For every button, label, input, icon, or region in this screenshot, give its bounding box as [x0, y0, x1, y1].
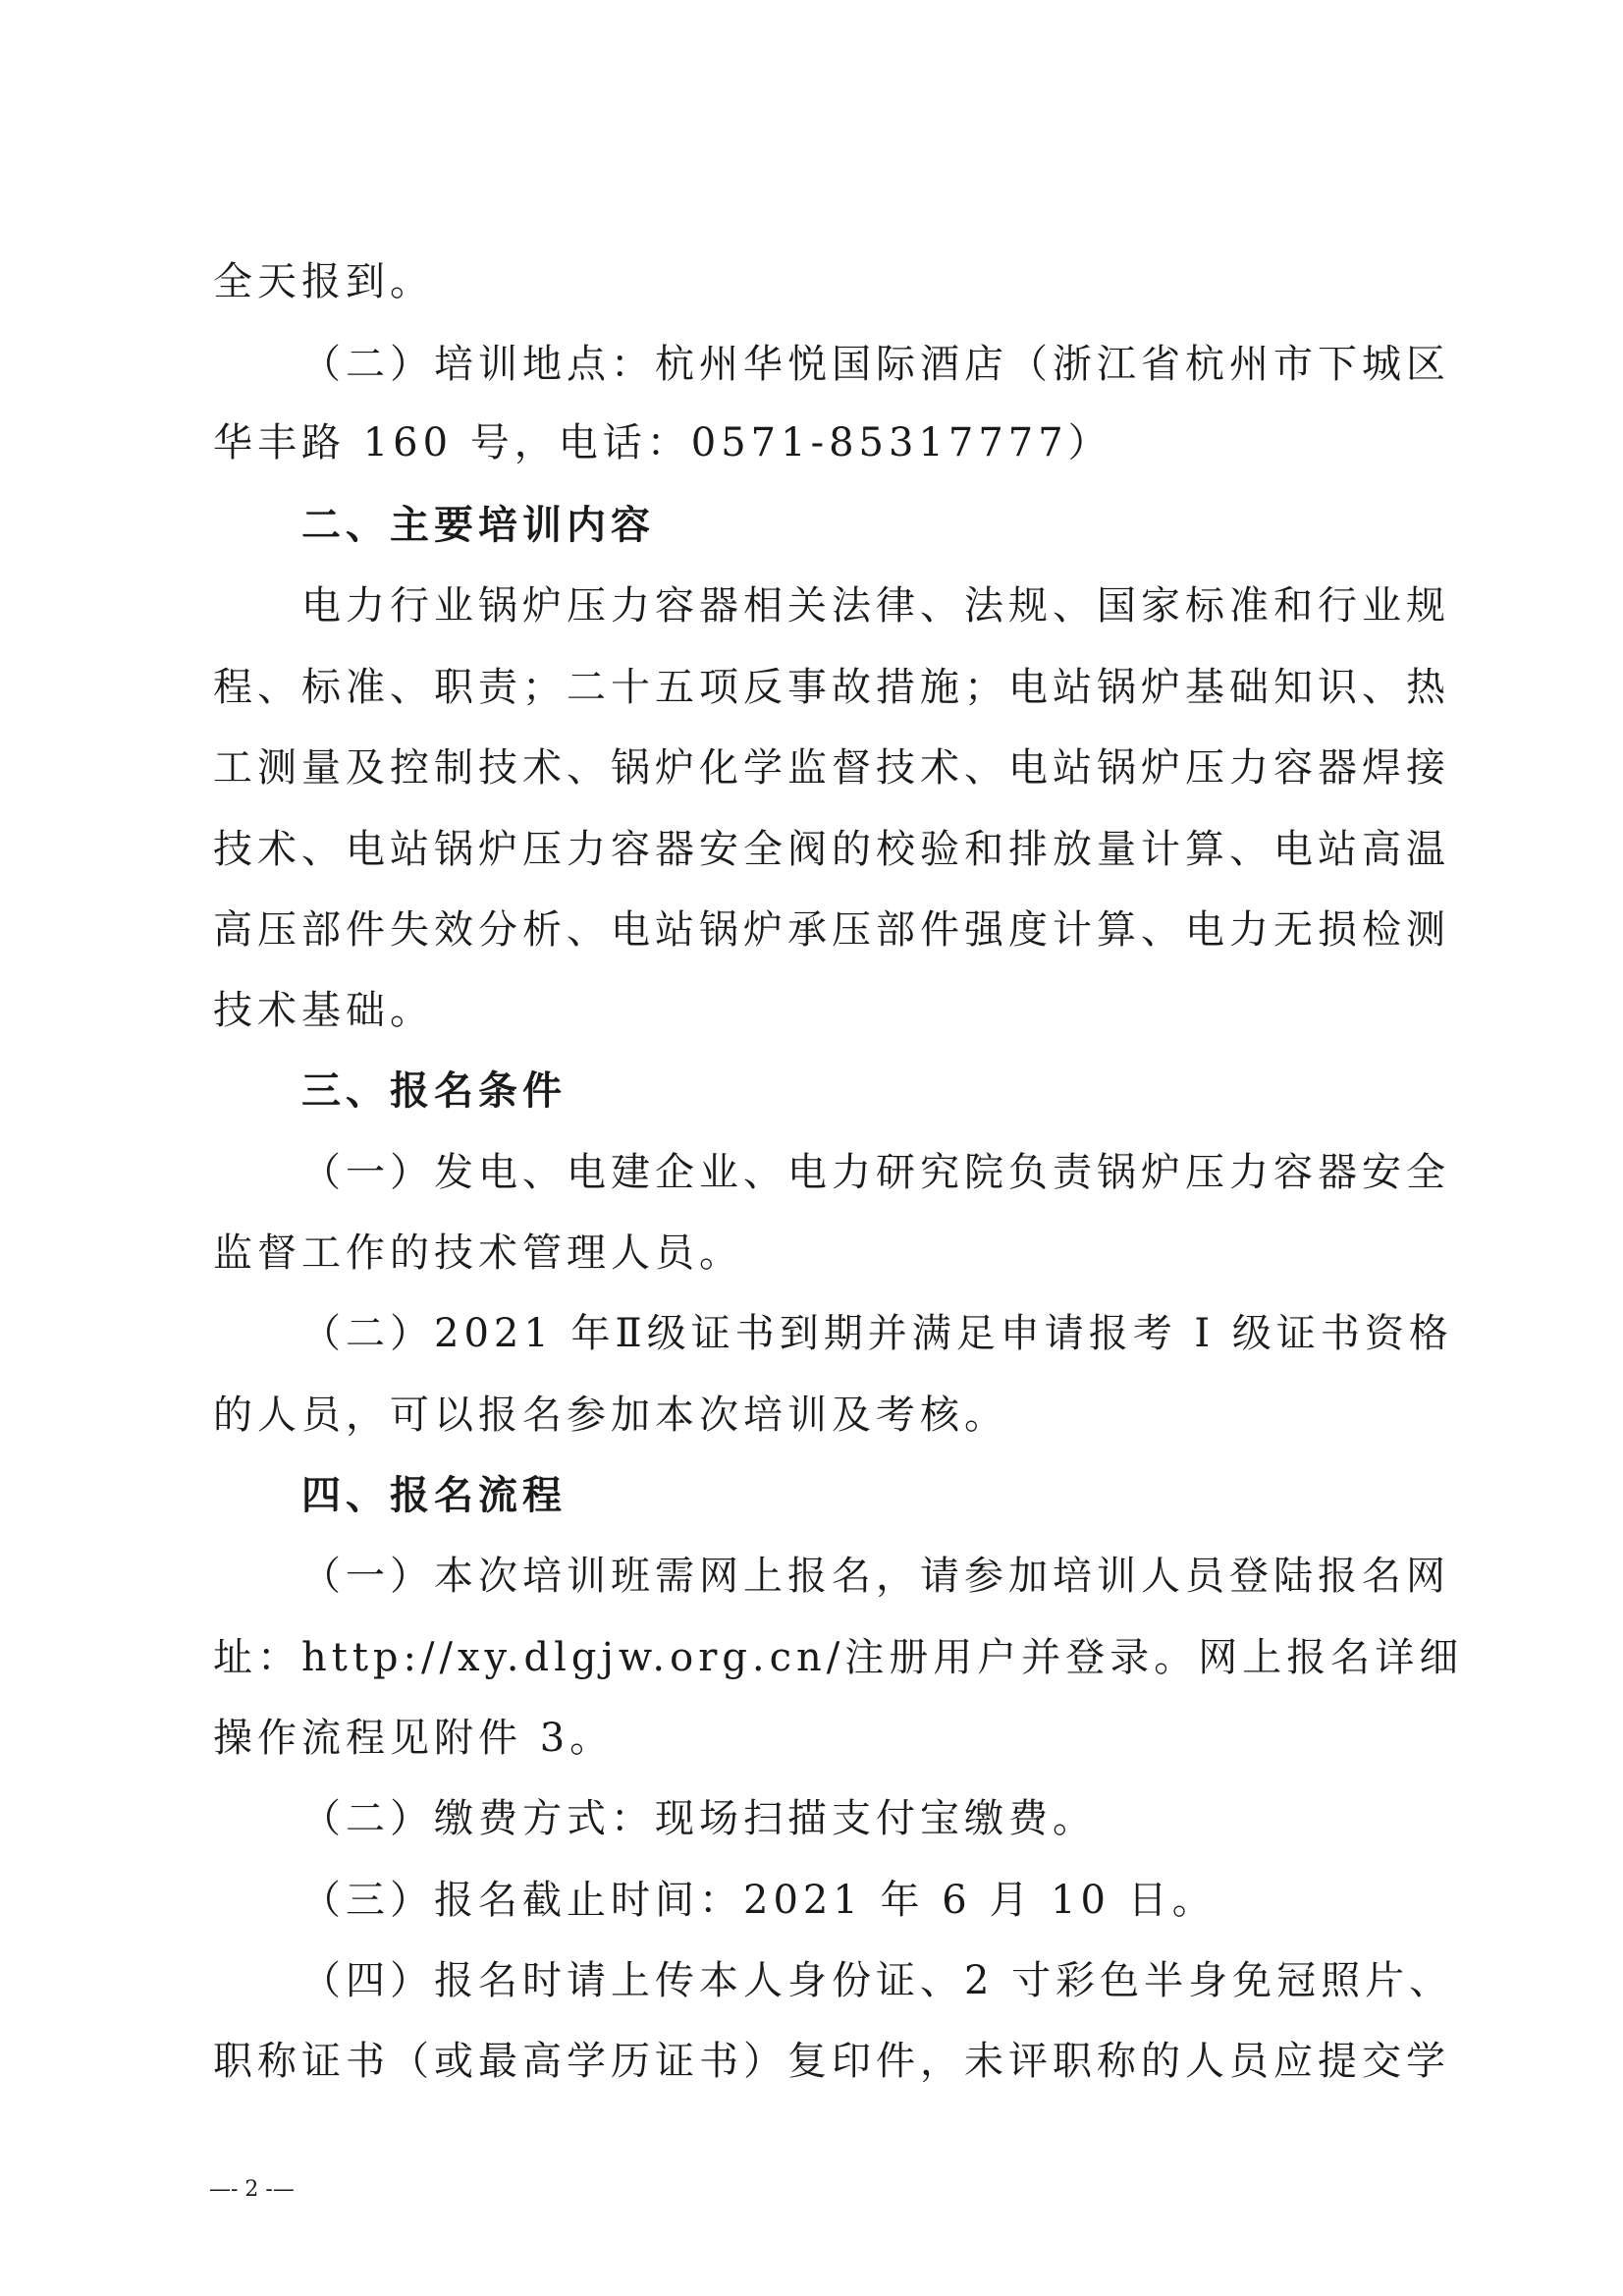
section-heading: 三、报名条件 — [301, 1067, 567, 1114]
text-line: 监督工作的技术管理人员。 — [213, 1230, 743, 1276]
text-line: （二）2021 年Ⅱ级证书到期并满足申请报考 Ⅰ 级证书资格 — [301, 1311, 1453, 1356]
text-line: （一）本次培训班需网上报名，请参加培训人员登陆报名网 — [301, 1554, 1450, 1599]
text-line: （二）培训地点：杭州华悦国际酒店（浙江省杭州市下城区 — [301, 342, 1450, 387]
text-line: 高压部件失效分析、电站锅炉承压部件强度计算、电力无损检测 — [213, 907, 1450, 953]
page-number: —- 2 -— — [209, 2177, 295, 2202]
text-line: 华丰路 160 号，电话：0571-85317777） — [213, 420, 1112, 465]
text-line: （二）缴费方式：现场扫描支付宝缴费。 — [301, 1796, 1097, 1841]
text-line: 电力行业锅炉压力容器相关法律、法规、国家标准和行业规 — [301, 583, 1450, 629]
text-line: 工测量及控制技术、锅炉化学监督技术、电站锅炉压力容器焊接 — [213, 745, 1450, 791]
text-line: 程、标准、职责；二十五项反事故措施；电站锅炉基础知识、热 — [213, 665, 1450, 710]
section-heading: 二、主要培训内容 — [301, 502, 655, 548]
text-line: 操作流程见附件 3。 — [213, 1716, 615, 1761]
text-line: 址：http://xy.dlgjw.org.cn/注册用户并登录。网上报名详细 — [213, 1635, 1464, 1680]
text-line: （三）报名截止时间：2021 年 6 月 10 日。 — [301, 1878, 1217, 1923]
text-line: （一）发电、电建企业、电力研究院负责锅炉压力容器安全 — [301, 1150, 1450, 1195]
text-line: 全天报到。 — [213, 259, 434, 304]
text-line: （四）报名时请上传本人身份证、2 寸彩色半身免冠照片、 — [301, 1958, 1454, 2003]
text-line: 职称证书（或最高学历证书）复印件，未评职称的人员应提交学 — [213, 2039, 1450, 2084]
section-heading: 四、报名流程 — [301, 1472, 567, 1518]
text-line: 的人员，可以报名参加本次培训及考核。 — [213, 1393, 1008, 1438]
text-line: 技术基础。 — [213, 988, 434, 1033]
text-line: 技术、电站锅炉压力容器安全阀的校验和排放量计算、电站高温 — [213, 827, 1450, 872]
